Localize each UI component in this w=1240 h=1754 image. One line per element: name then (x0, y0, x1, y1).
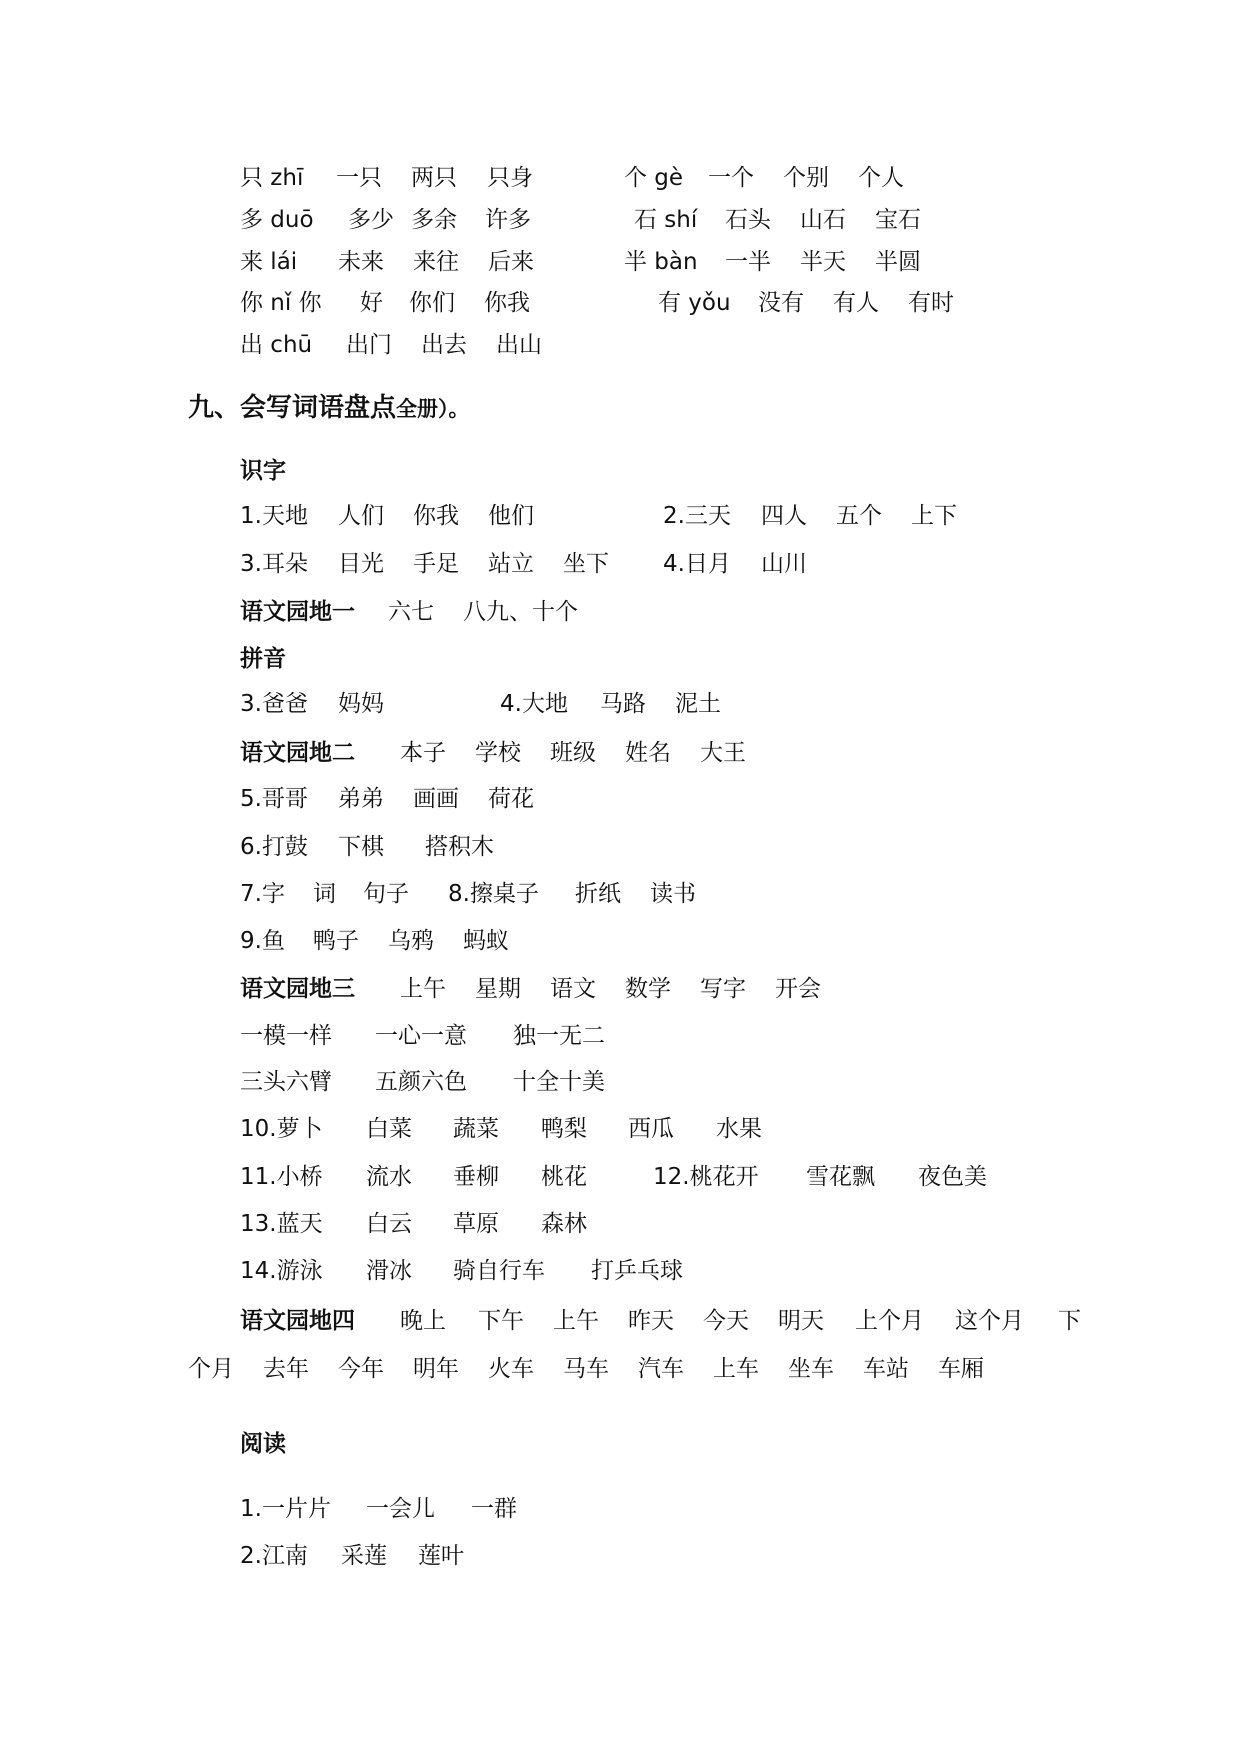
pinyin-word: 个别 (783, 165, 829, 191)
word-item: 水果 (716, 1116, 762, 1142)
word-item: 数学 (625, 976, 671, 1002)
word-item: 1.天地 (240, 503, 308, 529)
word-item: 你我 (413, 503, 459, 529)
word-item: 去年 (263, 1356, 309, 1382)
word-item: 独一无二 (513, 1023, 605, 1049)
word-item: 11.小桥 (240, 1164, 323, 1190)
pinyin-word: 出门 (346, 332, 392, 358)
pinyin-word: 出山 (496, 332, 542, 358)
pinyin-word: 你 nǐ 你 (240, 290, 322, 316)
word-item: 草原 (453, 1211, 499, 1237)
word-item: 一模一样 (240, 1023, 332, 1049)
word-item: 滑冰 (366, 1258, 412, 1284)
word-item: 妈妈 (338, 691, 384, 717)
word-line (0, 592, 1240, 632)
word-item: 读书 (650, 881, 696, 907)
word-item: 这个月 (955, 1308, 1024, 1334)
word-line (0, 1424, 1240, 1464)
pinyin-word: 多 duō (240, 207, 314, 233)
word-line (0, 1062, 1240, 1102)
section-label: 阅读 (240, 1431, 286, 1457)
word-item: 本子 (400, 740, 446, 766)
pinyin-row (0, 242, 1240, 282)
word-item: 开会 (775, 976, 821, 1002)
word-line (0, 969, 1240, 1009)
word-item: 6.打鼓 (240, 834, 308, 860)
word-line (0, 827, 1240, 867)
word-item: 上个月 (855, 1308, 924, 1334)
word-item: 白云 (366, 1211, 412, 1237)
pinyin-word: 半天 (800, 249, 846, 275)
word-item: 垂柳 (453, 1164, 499, 1190)
word-line (0, 1301, 1240, 1341)
pinyin-word: 后来 (488, 249, 534, 275)
section-label: 语文园地一 (240, 599, 355, 625)
word-item: 蚂蚁 (463, 928, 509, 954)
word-line (0, 1349, 1240, 1389)
word-item: 3.耳朵 (240, 551, 308, 577)
word-item: 画画 (413, 786, 459, 812)
word-item: 今年 (338, 1356, 384, 1382)
section-label: 拼音 (240, 646, 286, 672)
word-item: 火车 (488, 1356, 534, 1382)
word-item: 一心一意 (375, 1023, 467, 1049)
word-item: 夜色美 (918, 1164, 987, 1190)
word-item: 鸭子 (313, 928, 359, 954)
word-item: 人们 (338, 503, 384, 529)
word-line (0, 1536, 1240, 1576)
word-item: 4.大地 (500, 691, 568, 717)
section-heading-sub: 全册）。 (396, 397, 470, 421)
word-item: 姓名 (625, 740, 671, 766)
word-line (0, 733, 1240, 773)
pinyin-word: 好 (360, 290, 383, 316)
pinyin-word: 多少 (348, 207, 394, 233)
pinyin-row (0, 158, 1240, 198)
pinyin-row (0, 283, 1240, 323)
word-item: 上下 (911, 503, 957, 529)
word-item: 五颜六色 (375, 1069, 467, 1095)
section-heading-main: 九、会写词语盘点 (188, 393, 397, 423)
word-item: 下 (1058, 1308, 1081, 1334)
word-item: 星期 (475, 976, 521, 1002)
word-line (0, 1204, 1240, 1244)
word-item: 一会儿 (366, 1496, 435, 1522)
word-item: 打乒乓球 (591, 1258, 683, 1284)
word-item: 荷花 (488, 786, 534, 812)
word-item: 弟弟 (338, 786, 384, 812)
word-item: 五个 (836, 503, 882, 529)
word-item: 骑自行车 (453, 1258, 545, 1284)
pinyin-word: 许多 (485, 207, 531, 233)
word-item: 8.擦桌子 (448, 881, 539, 907)
word-line (0, 874, 1240, 914)
word-item: 1.一片片 (240, 1496, 331, 1522)
word-item: 明天 (778, 1308, 824, 1334)
pinyin-word: 石 shí (634, 207, 698, 233)
word-item: 坐车 (788, 1356, 834, 1382)
word-line (0, 451, 1240, 491)
word-item: 采莲 (341, 1543, 387, 1569)
word-item: 汽车 (638, 1356, 684, 1382)
word-item: 车站 (863, 1356, 909, 1382)
word-item: 10.萝卜 (240, 1116, 323, 1142)
pinyin-word: 你我 (484, 290, 530, 316)
word-item: 2.三天 (663, 503, 731, 529)
pinyin-word: 你们 (409, 290, 455, 316)
word-item: 折纸 (575, 881, 621, 907)
word-item: 写字 (700, 976, 746, 1002)
pinyin-word: 来 lái (240, 249, 298, 275)
pinyin-word: 有人 (833, 290, 879, 316)
pinyin-row (0, 200, 1240, 240)
word-item: 流水 (366, 1164, 412, 1190)
word-line (0, 639, 1240, 679)
pinyin-word: 石头 (725, 207, 771, 233)
pinyin-word: 有时 (908, 290, 954, 316)
word-item: 13.蓝天 (240, 1211, 323, 1237)
word-item: 晚上 (400, 1308, 446, 1334)
word-item: 马车 (563, 1356, 609, 1382)
pinyin-word: 多余 (411, 207, 457, 233)
word-line (0, 1489, 1240, 1529)
word-item: 班级 (550, 740, 596, 766)
word-item: 昨天 (628, 1308, 674, 1334)
word-item: 个月 (188, 1356, 234, 1382)
pinyin-word: 山石 (800, 207, 846, 233)
pinyin-word: 一半 (725, 249, 771, 275)
pinyin-word: 只身 (487, 165, 533, 191)
word-item: 上车 (713, 1356, 759, 1382)
word-item: 目光 (338, 551, 384, 577)
pinyin-word: 两只 (411, 165, 457, 191)
word-line (0, 544, 1240, 584)
word-item: 山川 (761, 551, 807, 577)
word-item: 学校 (475, 740, 521, 766)
pinyin-row (0, 325, 1240, 365)
section-heading (188, 386, 470, 430)
word-item: 大王 (700, 740, 746, 766)
word-item: 4.日月 (663, 551, 731, 577)
word-item: 乌鸦 (388, 928, 434, 954)
word-line (0, 921, 1240, 961)
word-item: 词 (313, 881, 336, 907)
word-item: 站立 (488, 551, 534, 577)
word-item: 7.字 (240, 881, 285, 907)
pinyin-word: 一只 (336, 165, 382, 191)
word-item: 12.桃花开 (653, 1164, 759, 1190)
section-label: 语文园地四 (240, 1308, 355, 1334)
word-item: 明年 (413, 1356, 459, 1382)
word-item: 雪花飘 (806, 1164, 875, 1190)
section-label: 识字 (240, 458, 286, 484)
word-line (0, 1157, 1240, 1197)
word-item: 上午 (400, 976, 446, 1002)
word-line (0, 1016, 1240, 1056)
word-item: 十全十美 (513, 1069, 605, 1095)
section-label: 语文园地三 (240, 976, 355, 1002)
word-item: 白菜 (366, 1116, 412, 1142)
word-line (0, 496, 1240, 536)
word-item: 他们 (488, 503, 534, 529)
word-item: 莲叶 (418, 1543, 464, 1569)
word-item: 坐下 (563, 551, 609, 577)
word-item: 句子 (363, 881, 409, 907)
pinyin-word: 半 bàn (624, 249, 698, 275)
word-item: 9.鱼 (240, 928, 285, 954)
word-line (0, 1251, 1240, 1291)
word-item: 西瓜 (628, 1116, 674, 1142)
word-line (0, 779, 1240, 819)
word-item: 手足 (413, 551, 459, 577)
pinyin-word: 一个 (708, 165, 754, 191)
pinyin-word: 个人 (858, 165, 904, 191)
word-item: 八九、十个 (463, 599, 578, 625)
word-item: 桃花 (541, 1164, 587, 1190)
word-item: 下棋 (338, 834, 384, 860)
word-item: 语文 (550, 976, 596, 1002)
word-item: 车厢 (938, 1356, 984, 1382)
word-item: 上午 (553, 1308, 599, 1334)
pinyin-word: 来往 (413, 249, 459, 275)
word-item: 马路 (600, 691, 646, 717)
pinyin-word: 宝石 (875, 207, 921, 233)
word-item: 下午 (478, 1308, 524, 1334)
word-item: 3.爸爸 (240, 691, 308, 717)
pinyin-word: 没有 (758, 290, 804, 316)
word-item: 14.游泳 (240, 1258, 323, 1284)
pinyin-word: 出 chū (240, 332, 313, 358)
word-item: 三头六臂 (240, 1069, 332, 1095)
word-item: 5.哥哥 (240, 786, 308, 812)
word-item: 六七 (388, 599, 434, 625)
word-item: 一群 (471, 1496, 517, 1522)
pinyin-word: 个 gè (624, 165, 684, 191)
word-item: 搭积木 (425, 834, 494, 860)
section-label: 语文园地二 (240, 740, 355, 766)
word-item: 今天 (703, 1308, 749, 1334)
word-item: 2.江南 (240, 1543, 308, 1569)
pinyin-word: 半圆 (875, 249, 921, 275)
word-line (0, 684, 1240, 724)
pinyin-word: 未来 (338, 249, 384, 275)
word-item: 泥土 (675, 691, 721, 717)
word-item: 鸭梨 (541, 1116, 587, 1142)
word-line (0, 1109, 1240, 1149)
pinyin-word: 只 zhī (240, 165, 304, 191)
word-item: 蔬菜 (453, 1116, 499, 1142)
word-item: 森林 (541, 1211, 587, 1237)
pinyin-word: 有 yǒu (658, 290, 731, 316)
pinyin-word: 出去 (421, 332, 467, 358)
word-item: 四人 (761, 503, 807, 529)
